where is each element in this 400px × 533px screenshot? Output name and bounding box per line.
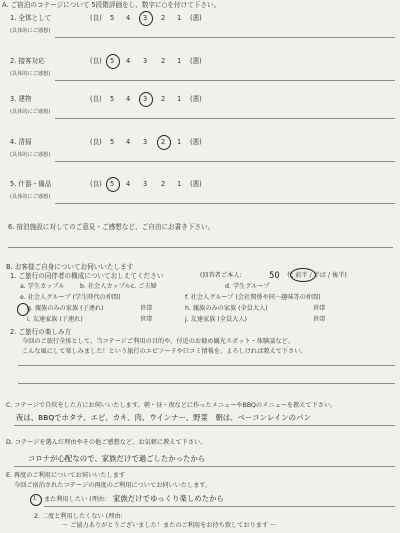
option-j: j. 友達家族 (全員大人) bbox=[185, 316, 247, 323]
scale-number: 5 bbox=[110, 95, 115, 103]
q6-label: 6. 宿泊施設に対してのご意見・ご感想など、ご自由にお書き下さい。 bbox=[8, 223, 215, 231]
option-number: 1 bbox=[33, 496, 37, 502]
details-label: (具体的にご感想) bbox=[10, 152, 51, 158]
scale-number: 4 bbox=[126, 180, 131, 188]
answer-circle bbox=[106, 177, 120, 192]
scale-number: 5 bbox=[110, 180, 115, 188]
footer-thanks: ～ ご協力ありがとうございました！またのご利用をお待ち致しております ～ bbox=[62, 522, 277, 529]
scale-number: 1 bbox=[177, 138, 182, 146]
age-prefix: (回答者ご本人: bbox=[200, 272, 242, 279]
answer-line bbox=[8, 247, 393, 248]
q-b2: 2. ご旅行の楽しみ方 bbox=[10, 328, 72, 336]
scale-number: 5 bbox=[110, 138, 115, 146]
scale-number: 2 bbox=[161, 57, 166, 65]
details-label: (具体的にご感想) bbox=[10, 28, 51, 34]
scale-number: 3 bbox=[143, 57, 148, 65]
age-suffix: 代 前半 / 半ば / 後半) bbox=[287, 272, 347, 279]
answer-line bbox=[55, 80, 395, 81]
scale-number: 1 bbox=[177, 180, 182, 188]
section-c-answer: 夜は、BBQでホタテ、エビ、カキ、肉、ウインナー、野菜 朝は、ベーコンレインのパン bbox=[16, 413, 311, 422]
answer-circle bbox=[17, 303, 29, 316]
scale-number: 4 bbox=[126, 14, 131, 22]
answer-line bbox=[55, 37, 395, 38]
age-handwritten: 50 bbox=[269, 270, 280, 280]
q-b1: 1. ご旅行の同伴者の構成についておしえてください bbox=[10, 272, 164, 280]
revisit-yes: また利用したい (理由: bbox=[44, 496, 107, 503]
scale-bad-label: (悪) bbox=[190, 138, 202, 146]
answer-line bbox=[44, 506, 395, 507]
answer-circle bbox=[157, 135, 171, 150]
scale-number: 3 bbox=[143, 138, 148, 146]
answer-line bbox=[55, 161, 395, 162]
option-h: h. 親族のみの家族 (全員大人) bbox=[185, 305, 268, 312]
option-i: i. 友達家族 (子連れ) bbox=[27, 316, 83, 323]
section-c-title: C. コテージで自炊をした方にお伺いいたします。朝・昼・夜などに作ったメニューやBBQのメニューを教えて下さい。 bbox=[6, 402, 337, 409]
option-d: d. 学生グループ bbox=[225, 283, 270, 290]
scale-number: 4 bbox=[126, 138, 131, 146]
scale-number: 1 bbox=[177, 14, 182, 22]
option-f: f. 社会人グループ (会社関係や同一趣味等の仲間) bbox=[185, 294, 321, 301]
details-label: (具体的にご感想) bbox=[10, 194, 51, 200]
scale-bad-label: (悪) bbox=[190, 57, 202, 65]
q-b2-desc: 今回のご旅行全体として、当コテージご利用の目的や、付近のお勧め観光スポット・体験談など、 bbox=[22, 338, 294, 345]
rating-item-label: 2. 接客対応 bbox=[10, 57, 45, 65]
section-e-title: E. 再度のご利用についてお伺いいたします bbox=[6, 472, 126, 479]
scale-number: 2 bbox=[161, 95, 166, 103]
scale-number: 5 bbox=[110, 14, 115, 22]
answer-line bbox=[55, 203, 395, 204]
scale-good-label: (良) bbox=[90, 14, 102, 22]
section-d-title: D. コテージを選んだ理由やその他ご感想など、お気軽に教えて下さい。 bbox=[6, 439, 207, 446]
section-d-answer: コロナが心配なので、家族だけで過ごしたかったから bbox=[28, 454, 206, 463]
rating-item-label: 5. 什器・備品 bbox=[10, 180, 52, 188]
answer-circle bbox=[139, 92, 153, 107]
unit-label: 世帯 bbox=[140, 316, 153, 323]
q-b2-desc: こんな風にして楽しみました！という旅行のエピソードや口コミ情報を、よろしければ教えて下さい。 bbox=[22, 348, 307, 355]
scale-number: 3 bbox=[143, 180, 148, 188]
scale-number: 2 bbox=[161, 14, 166, 22]
scale-number: 4 bbox=[126, 95, 131, 103]
section-a-header: A. ご宿泊のコテージについて 5段階評価をし、数字に○を付けて下さい。 bbox=[2, 1, 221, 9]
answer-circle bbox=[106, 54, 120, 69]
section-e-question: 今回ご宿泊されたコテージの再度のご利用についてお伺いいたします。 bbox=[14, 482, 212, 489]
answer-circle bbox=[139, 11, 153, 26]
scale-good-label: (良) bbox=[90, 95, 102, 103]
option-bc: b. 社会人カップルc. ご夫婦 bbox=[80, 283, 157, 290]
scale-number: 3 bbox=[143, 95, 148, 103]
section-b-title: B. お客様ご自身についてお伺いいたします bbox=[6, 263, 134, 271]
answer-line bbox=[55, 118, 395, 119]
rating-item-label: 4. 清掃 bbox=[10, 138, 32, 146]
details-label: (具体的にご感想) bbox=[10, 109, 51, 115]
scale-good-label: (良) bbox=[90, 138, 102, 146]
scale-bad-label: (悪) bbox=[190, 180, 202, 188]
rating-item-label: 3. 建物 bbox=[10, 95, 32, 103]
scale-number: 5 bbox=[110, 57, 115, 65]
answer-line bbox=[18, 365, 395, 366]
scale-number: 3 bbox=[143, 14, 148, 22]
answer-line bbox=[14, 425, 395, 426]
revisit-no: 2. 二度と利用したくない (理由: bbox=[34, 513, 123, 520]
scale-number: 1 bbox=[177, 95, 182, 103]
unit-label: 世帯 bbox=[313, 316, 326, 323]
scale-number: 4 bbox=[126, 57, 131, 65]
unit-label: 世帯 bbox=[313, 305, 326, 312]
scale-bad-label: (悪) bbox=[190, 95, 202, 103]
answer-line bbox=[14, 466, 395, 467]
revisit-yes-reason: 家族だけでゆっくり楽しめたから bbox=[113, 494, 224, 503]
option-a: a. 学生カップル bbox=[20, 283, 65, 290]
option-g: g. 親族のみの家族 (子連れ) bbox=[27, 305, 104, 312]
scale-number: 2 bbox=[161, 180, 166, 188]
scale-good-label: (良) bbox=[90, 180, 102, 188]
scale-number: 2 bbox=[161, 138, 166, 146]
rating-item-label: 1. 全体として bbox=[10, 14, 52, 22]
scale-bad-label: (悪) bbox=[190, 14, 202, 22]
unit-label: 世帯 bbox=[140, 305, 153, 312]
scale-good-label: (良) bbox=[90, 57, 102, 65]
details-label: (具体的にご感想) bbox=[10, 71, 51, 77]
answer-line bbox=[18, 383, 395, 384]
option-e: e. 社会人グループ (学生時代の仲間) bbox=[20, 294, 121, 301]
scale-number: 1 bbox=[177, 57, 182, 65]
answer-circle bbox=[290, 268, 316, 282]
